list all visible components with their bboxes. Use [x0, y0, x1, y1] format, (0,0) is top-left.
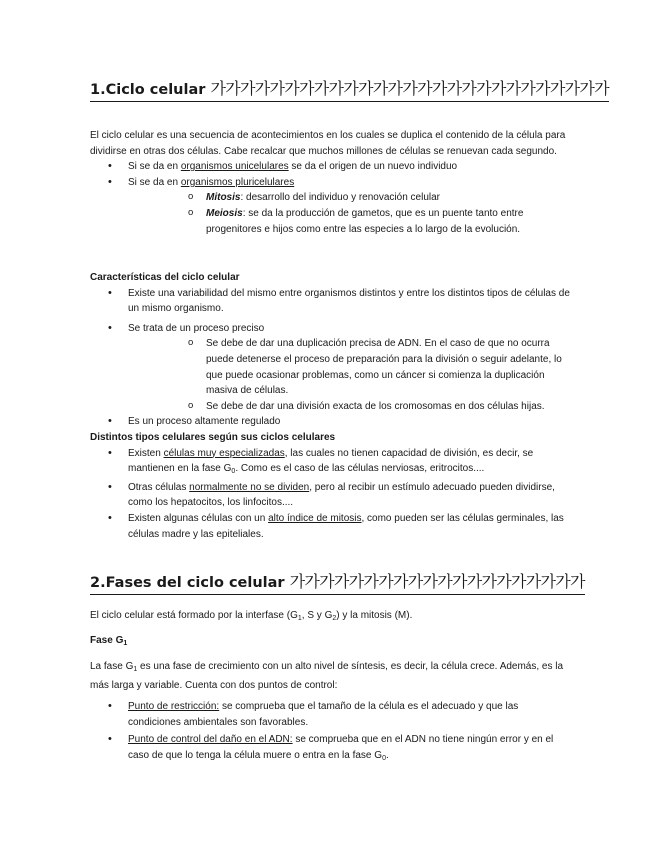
control-points-list [90, 699, 570, 766]
list-item: • Si se da en organismos unicelulares se da el origen de un nuevo individuo [90, 159, 570, 175]
list-item: • Existen células muy especializadas, las cuales no tienen capacidad de división, es decir, se mantienen en la fase $G_0$. Como es el caso de las células nerviosas, eritrocitos.... [90, 446, 570, 480]
tipos-heading: Distintos tipos celulares según sus ciclos celulares [90, 431, 336, 443]
fase-g1-text: La fase $G_1$ es una fase de crecimiento con un alto nivel de síntesis, es decir, la célula crece. Además, es la más larga y variable. Cuenta con dos puntos de control: [90, 661, 564, 691]
list-item: • Es un proceso altamente regulado [90, 414, 570, 430]
caracteristicas-list [90, 286, 570, 430]
mitosis-term: Mitosis [206, 192, 241, 204]
list-item: • Punto de control del daño en el ADN: se comprueba que en el ADN no tiene ningún error y en el caso de que lo tenga la célula muere o entra en la fase $G_0$. [90, 732, 570, 766]
section1-intro: El ciclo celular es una secuencia de acontecimientos en los cuales se duplica el contenido de la célula para dividirse en otras dos células. Cabe recalcar que muchos millones de células se renuevan cada segundo. [90, 130, 566, 157]
caracteristicas-section [90, 270, 570, 542]
tipos-list [90, 446, 570, 543]
section1-filler: 가가가가가가가가가가가가가가가가가가가가가가가가가가가 [210, 79, 609, 98]
control-points-block [90, 699, 570, 768]
organism-list [90, 159, 570, 237]
meiosis-term: Meiosis [206, 207, 243, 219]
list-item: o Se debe de dar una duplicación precisa de ADN. En el caso de que no ocurra puede detenerse el proceso de preparación para la división o seguir adelante, lo que puede ocasionar problemas, como un cáncer si comienza la duplicación masiva de células. [170, 336, 570, 398]
list-item: • Otras células normalmente no se dividen, pero al recibir un estímulo adecuado pueden dividirse, como los hepatocitos, los linfocitos.... [90, 480, 570, 511]
section1-body [90, 128, 570, 237]
division-types-list [128, 190, 570, 237]
fase-g1-section [90, 659, 570, 693]
list-item: • Punto de restricción: se comprueba que el tamaño de la célula es el adecuado y que las condiciones ambientales son favorables. [90, 699, 570, 730]
fase-g1-heading: Fase $G_1$ [90, 635, 128, 647]
list-item: o Se debe de dar una división exacta de los cromosomas en dos células hijas. [170, 399, 570, 415]
punto-control-adn: Punto de control del daño en el ADN: [128, 734, 293, 746]
section1-title: 1.Ciclo celular [90, 82, 206, 98]
caracteristicas-heading: Características del ciclo celular [90, 272, 240, 283]
list-item: o Mitosis: desarrollo del individuo y renovación celular [170, 190, 570, 206]
section2-intro-block [90, 608, 570, 627]
list-item: • Existe una variabilidad del mismo entre organismos distintos y entre los distintos tipos de células de un mismo organismo. [90, 286, 570, 317]
section2-title: 2.Fases del ciclo celular [90, 575, 285, 591]
list-item: • Existen algunas células con un alto índice de mitosis, como pueden ser las células germinales, las células madre y las epiteliales. [90, 511, 570, 542]
section2-intro: El ciclo celular está formado por la interfase ($G_1$, S y $G_2$) y la mitosis (M). [90, 610, 413, 622]
section2-filler: 가가가가가가가가가가가가가가가가가가가가 [289, 572, 585, 591]
section1-heading [90, 79, 609, 102]
list-item: o Meiosis: se da la producción de gametos, que es un puente tanto entre progenitores e hijos como entre las especies a lo largo de la evolución. [170, 206, 570, 237]
punto-restriccion: Punto de restricción: [128, 701, 220, 712]
section2-heading [90, 572, 585, 595]
fase-g1-heading-block [90, 633, 570, 652]
list-item: • Si se da en organismos pluricelulares o Mitosis: desarrollo del individuo y renovación celular o Meiosis: se da la producción de gametos, que es un puente tanto entre progenitores e hijos como entre las especies a lo largo de la evolución. [90, 175, 570, 237]
pluricelulares-link: organismos pluricelulares [180, 176, 295, 188]
unicelulares-link: organismos unicelulares [180, 161, 289, 173]
list-item: • Se trata de un proceso preciso o Se debe de dar una duplicación precisa de ADN. En el caso de que no ocurra puede detenerse el proceso de preparación para la división o seguir adelante, lo que puede ocasionar problemas, como un cáncer si comienza la duplicación masiva de células. o Se debe de dar una división exacta de los cromosomas en dos células hijas. [90, 321, 570, 415]
